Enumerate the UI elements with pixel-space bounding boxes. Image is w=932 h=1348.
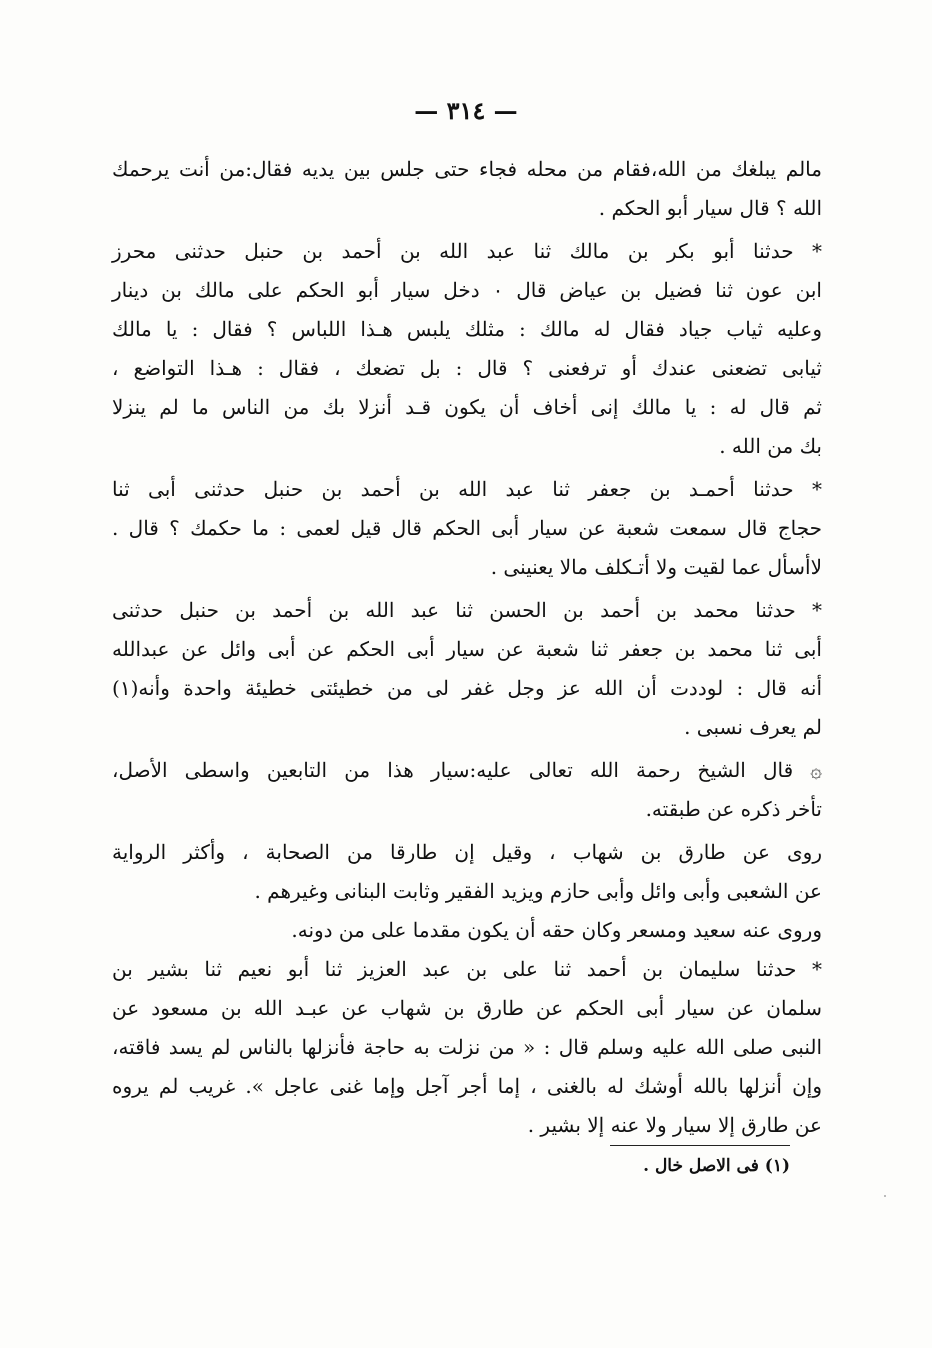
text-line: ابن عون ثنا فضيل بن عياض قال ٠ دخل سيار أبو الحكم على مالك بن دينار — [112, 278, 822, 302]
text-line: أبى ثنا محمد بن جعفر ثنا شعبة عن سيار أبى الحكم عن أبى وائل عن عبدالله — [112, 637, 822, 661]
footnote-divider — [610, 1145, 790, 1146]
body-text — [112, 150, 822, 1145]
text-line: مالم يبلغك من الله،فقام من محله فجاء حتى جلس بين يديه فقال:من أنت يرحمك — [112, 157, 822, 181]
text-line: عن طارق إلا سيار ولا عنه إلا بشير . — [527, 1113, 822, 1137]
text-line: ۞ قال الشيخ رحمة الله تعالى عليه:سيار هذا من التابعين واسطى الأصل، — [112, 758, 822, 782]
paragraph-6 — [112, 833, 822, 911]
paragraph-2 — [112, 232, 822, 466]
paragraph-8 — [112, 950, 822, 1145]
text-line: بك من الله . — [719, 434, 822, 458]
text-line: تأخر ذكره عن طبقته. — [645, 797, 822, 821]
text-line: * حدثنا أحمـد بن جعفر ثنا عبد الله بن أحمد بن حنبل حدثنى أبى ثنا — [112, 477, 822, 501]
text-line: الله ؟ قال سيار أبو الحكم . — [598, 196, 822, 220]
paragraph-5 — [112, 751, 822, 829]
paragraph-7 — [112, 911, 822, 950]
text-line: النبى صلى الله عليه وسلم قال : « من نزلت به حاجة فأنزلها بالناس لم يسد فاقته، — [112, 1035, 822, 1059]
text-line: وإن أنزلها بالله أوشك له بالغنى ، إما أجر آجل وإما غنى عاجل ». غريب لم يروه — [112, 1074, 822, 1098]
text-line: وروى عنه سعيد ومسعر وكان حقه أن يكون مقدما على من دونه. — [291, 918, 822, 942]
page-number: — ٣١٤ — — [414, 96, 518, 125]
paragraph-1 — [112, 150, 822, 228]
text-line: عن الشعبى وأبى وائل وأبى حازم ويزيد الفقير وثابت البنانى وغيرهم . — [254, 879, 822, 903]
text-line: * حدثنا محمد بن أحمد بن الحسن ثنا عبد الله بن أحمد بن حنبل حدثنى — [112, 598, 822, 622]
paragraph-3 — [112, 470, 822, 587]
margin-speck — [884, 1195, 886, 1197]
text-line: وعليه ثياب جياد فقال له مالك : مثلك يلبس هـذا اللباس ؟ فقال : يا مالك — [112, 317, 822, 341]
text-line: * حدثنا أبو بكر بن مالك ثنا عبد الله بن أحمد بن حنبل حدثنى محرز — [112, 239, 822, 263]
text-line: ثيابى تضعنى عندك أو ترفعنى ؟ قال : بل تضعك ، فقال : هـذا التواضع ، — [112, 356, 822, 380]
text-line: سلمان عن سيار أبى الحكم عن طارق بن شهاب عن عبـد الله بن مسعود عن — [112, 996, 822, 1020]
text-line: أنه قال : لوددت أن الله عز وجل غفر لى من خطيئتى خطيئة واحدة وأنه(١) — [112, 676, 822, 700]
text-line: ثم قال له : يا مالك إنى أخاف أن يكون قـد أنزلا بك من الناس ما لم ينزلا — [112, 395, 822, 419]
text-line: * حدثنا سليمان بن أحمد ثنا على بن عبد العزيز ثنا أبو نعيم ثنا بشير بن — [112, 957, 822, 981]
text-line: لاأسأل عما لقيت ولا أتـكلف مالا يعنينى . — [490, 555, 822, 579]
text-line: روى عن طارق بن شهاب ، وقيل إن طارقا من الصحابة ، وأكثر الرواية — [112, 840, 822, 864]
text-line: حجاج قال سمعت شعبة عن سيار أبى الحكم قال قيل لعمى : ما حكمك ؟ قال . — [112, 516, 822, 540]
footnote: (١) فى الاصل خال . — [643, 1156, 790, 1176]
text-line: لم يعرف نسبى . — [684, 715, 822, 739]
paragraph-4 — [112, 591, 822, 747]
